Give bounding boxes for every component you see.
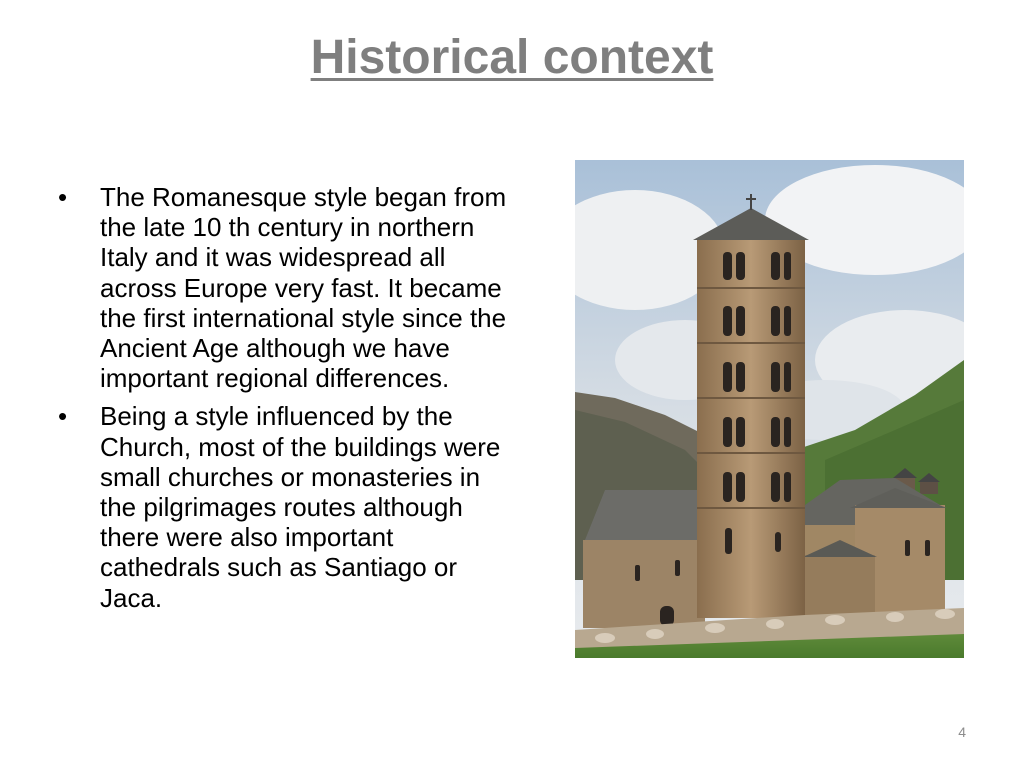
bullet-icon: • — [58, 401, 68, 432]
bullet-item — [58, 401, 508, 612]
slide-title: Historical context — [310, 31, 714, 84]
bullet-text: The Romanesque style began from the late 10 th century in northern Italy and it was widespread all across Europe very fast. It became the first international style since the Ancient Age although we have important regional differences. — [100, 182, 507, 394]
bullet-icon: • — [58, 182, 68, 212]
church-photo — [575, 160, 964, 658]
bullet-list — [58, 182, 508, 621]
bullet-text: Being a style influenced by the Church, most of the buildings were small churches or monasteries in the pilgrimages routes although there were also important cathedrals such as Santiago or Jaca. — [100, 401, 501, 613]
bullet-item — [58, 182, 508, 393]
page-number: 4 — [958, 724, 966, 740]
